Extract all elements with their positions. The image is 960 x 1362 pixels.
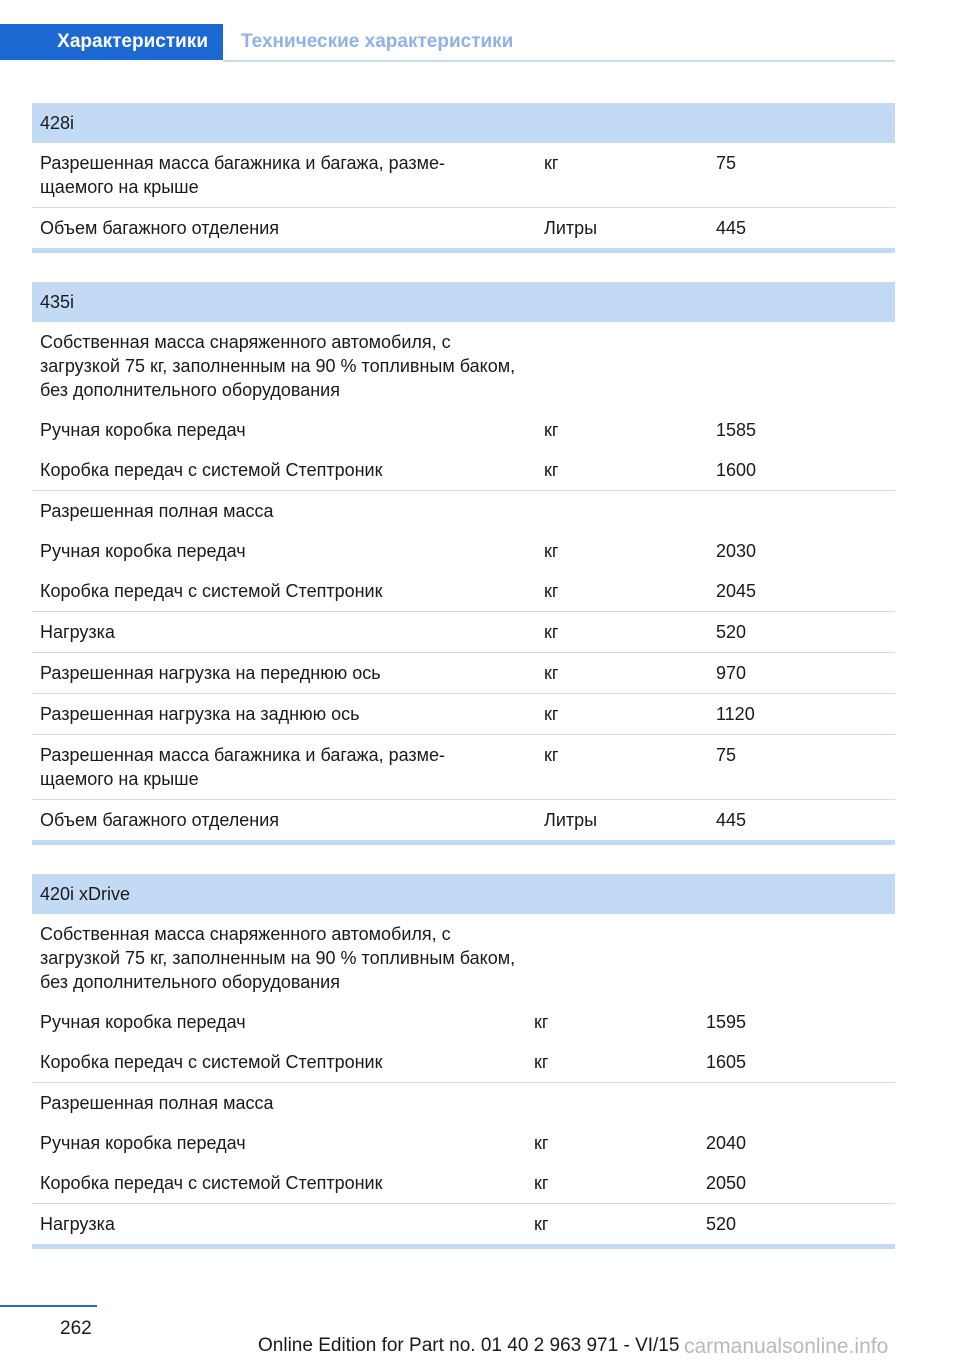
row-label: Коробка передач с системой Стептроник (32, 1163, 526, 1204)
row-label: Разрешенная полная масса (40, 501, 274, 521)
row-value: 1605 (698, 1042, 895, 1083)
row-value: 1600 (708, 450, 895, 491)
row-value: 2045 (708, 571, 895, 612)
row-unit: кг (536, 143, 708, 208)
spec-table-435i (32, 282, 895, 845)
row-label: Коробка передач с системой Стептроник (32, 571, 536, 612)
row-unit: Литры (536, 800, 708, 843)
table-header (32, 103, 895, 143)
table-row (32, 1163, 895, 1204)
row-value: 445 (708, 800, 895, 843)
table-row (32, 735, 895, 800)
row-unit: Литры (536, 208, 708, 251)
table-title: 420i xDrive (32, 874, 895, 914)
row-value: 520 (708, 612, 895, 653)
row-value (708, 322, 895, 410)
row-label: Объем багажного отделения (32, 208, 536, 251)
page-number: 262 (60, 1318, 92, 1339)
page-header (0, 24, 895, 62)
row-label: Разрешенная масса багажника и багажа, разме-щаемого на крыше (32, 143, 536, 208)
table-row (32, 1002, 895, 1042)
row-unit (536, 491, 708, 532)
row-unit: кг (536, 694, 708, 735)
table-row (32, 914, 895, 1002)
row-unit (526, 914, 698, 1002)
row-label: Ручная коробка передач (40, 420, 246, 440)
edition-text: Online Edition for Part no. 01 40 2 963 971 - VI/15 (258, 1335, 680, 1356)
row-label: Разрешенная нагрузка на переднюю ось (32, 653, 536, 694)
spec-table-420i-xdrive (32, 874, 895, 1249)
row-unit: кг (526, 1042, 698, 1083)
row-label: Коробка передач с системой Стептроник (32, 1042, 526, 1083)
table-row (32, 1123, 895, 1163)
row-label: Объем багажного отделения (32, 800, 536, 843)
row-value: 970 (708, 653, 895, 694)
row-label: Коробка передач с системой Стептроник (32, 450, 536, 491)
table-row (32, 800, 895, 843)
row-unit: кг (536, 653, 708, 694)
row-label: Разрешенная полная масса (40, 1093, 274, 1113)
table-row (32, 450, 895, 491)
row-unit: кг (536, 735, 708, 800)
spec-table-428i (32, 103, 895, 253)
subsection-tab[interactable]: Технические характеристики (241, 31, 514, 52)
row-value (698, 914, 895, 1002)
row-value (698, 1083, 895, 1124)
row-unit: кг (536, 450, 708, 491)
table-row (32, 208, 895, 251)
row-unit: кг (526, 1204, 698, 1247)
row-label: Разрешенная нагрузка на заднюю ось (32, 694, 536, 735)
row-value: 2030 (716, 541, 757, 561)
table-row (32, 143, 895, 208)
row-value: 1585 (716, 420, 757, 440)
table-row (32, 531, 895, 571)
row-value: 1595 (706, 1012, 747, 1032)
row-value: 2040 (706, 1133, 747, 1153)
row-unit: кг (534, 1012, 549, 1032)
row-value: 1120 (708, 694, 895, 735)
header-divider (223, 60, 895, 62)
section-tab[interactable]: Характеристики (0, 24, 223, 60)
row-label: Собственная масса снаряженного автомобиля, с загрузкой 75 кг, заполненным на 90 % топливным баком, без дополнительного оборудования (40, 924, 516, 992)
row-label: Ручная коробка передач (40, 541, 246, 561)
row-value: 2050 (698, 1163, 895, 1204)
spec-tables (32, 103, 895, 1249)
row-unit: кг (536, 612, 708, 653)
table-row (32, 1042, 895, 1083)
table-row (32, 612, 895, 653)
row-value (708, 491, 895, 532)
row-unit (536, 322, 708, 410)
row-label: Нагрузка (32, 612, 536, 653)
row-unit: кг (544, 541, 559, 561)
table-row (32, 653, 895, 694)
row-unit: кг (544, 420, 559, 440)
table-title: 435i (32, 282, 895, 322)
table-row (32, 322, 895, 410)
row-label: Собственная масса снаряженного автомобиля, с загрузкой 75 кг, заполненным на 90 % топливным баком, без дополнительного оборудования (40, 332, 516, 400)
table-row (32, 410, 895, 450)
table-row (32, 571, 895, 612)
row-label: Ручная коробка передач (40, 1012, 246, 1032)
row-unit: кг (526, 1163, 698, 1204)
table-header (32, 282, 895, 322)
table-title: 428i (32, 103, 895, 143)
row-unit (526, 1083, 698, 1124)
row-label: Ручная коробка передач (40, 1133, 246, 1153)
table-row (32, 1204, 895, 1247)
row-value: 75 (708, 735, 895, 800)
table-row (32, 1083, 895, 1124)
row-value: 520 (698, 1204, 895, 1247)
footer-accent-line (0, 1305, 97, 1307)
watermark: carmanualsonline.info (684, 1335, 889, 1358)
table-row (32, 694, 895, 735)
row-label: Нагрузка (32, 1204, 526, 1247)
row-unit: кг (536, 571, 708, 612)
row-unit: кг (534, 1133, 549, 1153)
table-header (32, 874, 895, 914)
table-row (32, 491, 895, 532)
row-value: 445 (708, 208, 895, 251)
row-value: 75 (708, 143, 895, 208)
row-label: Разрешенная масса багажника и багажа, разме-щаемого на крыше (32, 735, 536, 800)
